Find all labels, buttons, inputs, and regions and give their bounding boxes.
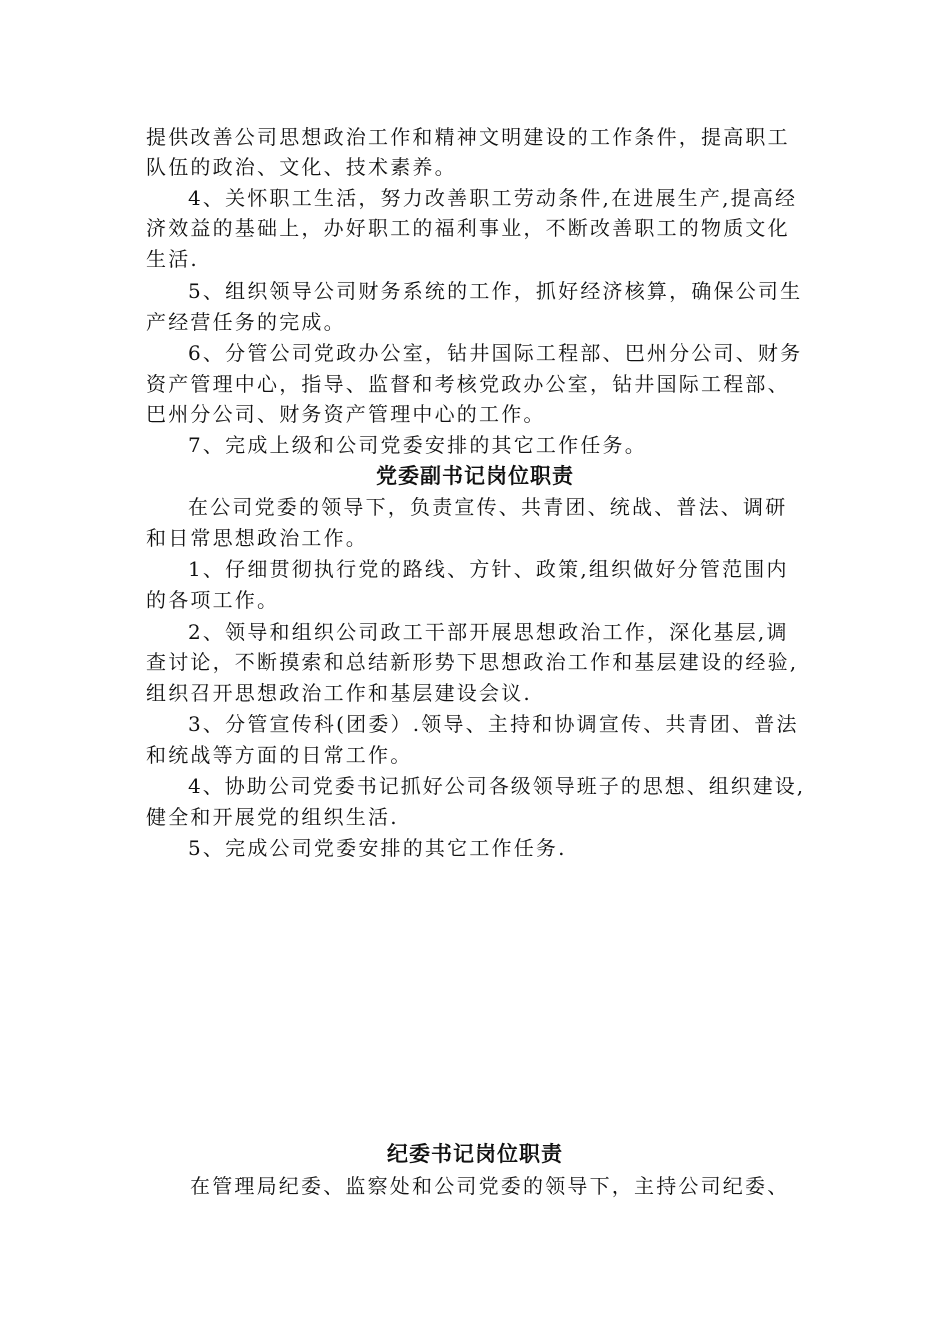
- paragraph-line: 和日常思想政治工作。: [146, 526, 368, 550]
- paragraph-line: 组织召开思想政治工作和基层建设会议.: [146, 681, 532, 705]
- section-heading: 纪委书记岗位职责: [387, 1142, 563, 1166]
- section-heading: 党委副书记岗位职责: [376, 464, 574, 488]
- paragraph-line: 7、完成上级和公司党委安排的其它工作任务。: [188, 433, 647, 457]
- paragraph-line: 队伍的政治、文化、技术素养。: [146, 155, 457, 179]
- paragraph-line: 济效益的基础上，办好职工的福利事业，不断改善职工的物质文化: [146, 216, 790, 240]
- paragraph-line: 资产管理中心，指导、监督和考核党政办公室，钻井国际工程部、: [146, 372, 790, 396]
- paragraph-line: 巴州分公司、财务资产管理中心的工作。: [146, 402, 546, 426]
- paragraph-line: 2、领导和组织公司政工干部开展思想政治工作，深化基层,调: [188, 620, 789, 644]
- paragraph-line: 1、仔细贯彻执行党的路线、方针、政策,组织做好分管范围内: [188, 557, 789, 581]
- paragraph-line: 4、关怀职工生活，努力改善职工劳动条件,在进展生产,提高经: [188, 186, 798, 210]
- paragraph-line: 5、组织领导公司财务系统的工作，抓好经济核算，确保公司生: [188, 279, 803, 303]
- paragraph-line: 健全和开展党的组织生活.: [146, 805, 399, 829]
- paragraph-line: 产经营任务的完成。: [146, 310, 346, 334]
- paragraph-line: 和统战等方面的日常工作。: [146, 743, 413, 767]
- paragraph-line: 3、分管宣传科(团委）.领导、主持和协调宣传、共青团、普法: [188, 712, 799, 736]
- paragraph-line: 4、协助公司党委书记抓好公司各级领导班子的思想、组织建设,: [188, 774, 806, 798]
- paragraph-line: 在管理局纪委、监察处和公司党委的领导下，主持公司纪委、: [190, 1174, 790, 1198]
- paragraph-line: 6、分管公司党政办公室，钻井国际工程部、巴州分公司、财务: [188, 341, 803, 365]
- paragraph-line: 的各项工作。: [146, 588, 280, 612]
- paragraph-line: 在公司党委的领导下，负责宣传、共青团、统战、普法、调研: [188, 495, 788, 519]
- paragraph-line: 5、完成公司党委安排的其它工作任务.: [188, 836, 567, 860]
- paragraph-line: 生活.: [146, 247, 199, 271]
- paragraph-line: 查讨论，不断摸索和总结新形势下思想政治工作和基层建设的经验,: [146, 650, 799, 674]
- paragraph-line: 提供改善公司思想政治工作和精神文明建设的工作条件，提高职工: [146, 125, 790, 149]
